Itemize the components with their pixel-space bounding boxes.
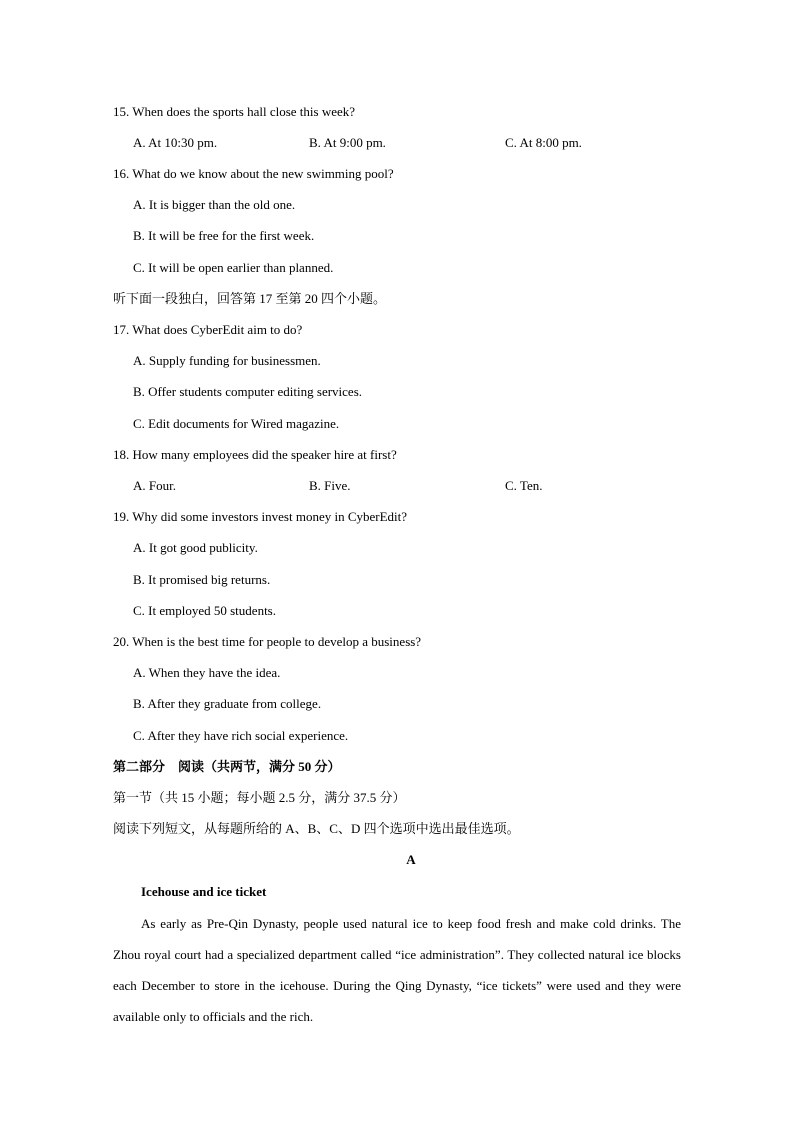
question-20: 20. When is the best time for people to develop a business? xyxy=(113,634,422,649)
q19-option-c: C. It employed 50 students. xyxy=(133,603,276,618)
passage-text: As early as Pre-Qin Dynasty, people used natural ice to keep food fresh and make cold drinks. The Zhou royal court had a specialized department called “ice administration”. They collected natural ice blocks each December to store in the icehouse. During the Qing Dynasty, “ice tickets” were used and they were available only to officials and the rich. xyxy=(113,916,681,1024)
passage-title: Icehouse and ice ticket xyxy=(141,884,267,899)
q17-option-b: B. Offer students computer editing services. xyxy=(133,384,363,399)
q16-option-c: C. It will be open earlier than planned. xyxy=(133,260,334,275)
question-16: 16. What do we know about the new swimming pool? xyxy=(113,166,394,181)
q15-option-c: C. At 8:00 pm. xyxy=(505,135,582,150)
q20-option-b: B. After they graduate from college. xyxy=(133,696,322,711)
q18-option-c: C. Ten. xyxy=(505,478,543,493)
passage-letter: A xyxy=(406,852,416,867)
reading-instruction: 阅读下列短文，从每题所给的 A、B、C、D 四个选项中选出最佳选项。 xyxy=(113,821,520,836)
q20-option-a: A. When they have the idea. xyxy=(133,665,281,680)
question-19: 19. Why did some investors invest money in CyberEdit? xyxy=(113,509,408,524)
question-15: 15. When does the sports hall close this week? xyxy=(113,104,356,119)
q15-option-b: B. At 9:00 pm. xyxy=(309,135,386,150)
q20-option-c: C. After they have rich social experience. xyxy=(133,728,349,743)
q16-option-a: A. It is bigger than the old one. xyxy=(133,197,296,212)
q17-option-a: A. Supply funding for businessmen. xyxy=(133,353,321,368)
question-18: 18. How many employees did the speaker hire at first? xyxy=(113,447,397,462)
q19-option-a: A. It got good publicity. xyxy=(133,540,258,555)
question-17: 17. What does CyberEdit aim to do? xyxy=(113,322,303,337)
q18-option-b: B. Five. xyxy=(309,478,351,493)
instruction-17-20: 听下面一段独白，回答第 17 至第 20 四个小题。 xyxy=(113,291,387,306)
q16-option-b: B. It will be free for the first week. xyxy=(133,228,315,243)
part2-heading: 第二部分 阅读（共两节，满分 50 分） xyxy=(113,759,341,774)
q15-option-a: A. At 10:30 pm. xyxy=(133,135,218,150)
passage-body xyxy=(113,908,681,1032)
q19-option-b: B. It promised big returns. xyxy=(133,572,271,587)
q18-option-a: A. Four. xyxy=(133,478,176,493)
q17-option-c: C. Edit documents for Wired magazine. xyxy=(133,416,340,431)
section1-heading: 第一节（共 15 小题；每小题 2.5 分，满分 37.5 分） xyxy=(113,790,406,805)
